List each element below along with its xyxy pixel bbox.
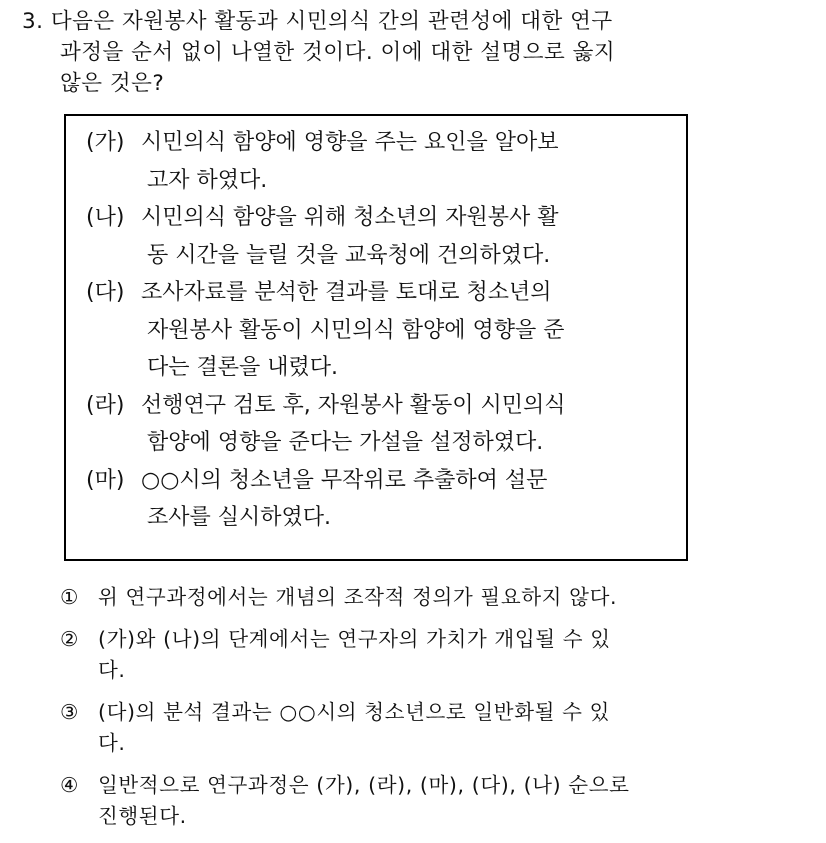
item-text-line: 자원봉사 활동이 시민의식 함양에 영향을 준 <box>147 317 565 343</box>
question-text-line: 다음은 자원봉사 활동과 시민의식 간의 관련성에 대한 연구 <box>50 9 613 34</box>
question-text-line: 않은 것은? <box>60 71 165 96</box>
question-text-line: 과정을 순서 없이 나열한 것이다. 이에 대한 설명으로 옳지 <box>60 40 616 65</box>
item-text-line: 시민의식 함양을 위해 청소년의 자원봉사 활 <box>141 205 559 230</box>
question-line-1 <box>22 6 802 37</box>
choice-text-line: 다. <box>98 731 126 755</box>
item-text-line: 시민의식 함양에 영향을 주는 요인을 알아보 <box>141 130 559 155</box>
research-process-box <box>64 114 688 561</box>
choice-4[interactable] <box>60 770 810 832</box>
box-item-ra <box>86 387 676 462</box>
choice-number: ① <box>60 585 79 609</box>
item-text-line: 다는 결론을 내렸다. <box>147 355 338 380</box>
box-content <box>86 124 676 537</box>
box-item-ga <box>86 124 676 199</box>
choice-2[interactable] <box>60 624 810 686</box>
question-number: 3. <box>22 9 44 34</box>
item-text-line: 고자 하였다. <box>147 167 268 193</box>
choice-1[interactable] <box>60 582 810 613</box>
answer-choices <box>60 582 810 843</box>
choice-text-line: (가)와 (나)의 단계에서는 연구자의 가치가 개입될 수 있 <box>98 627 611 651</box>
item-text-line: ○○시의 청소년을 무작위로 추출하여 설문 <box>141 467 548 493</box>
item-label: (나) <box>86 205 125 230</box>
choice-3[interactable] <box>60 697 810 759</box>
choice-number: ③ <box>60 700 79 724</box>
choice-number: ④ <box>60 773 79 797</box>
item-text-line: 조사를 실시하였다. <box>147 505 332 530</box>
choice-text-line: 일반적으로 연구과정은 (가), (라), (마), (다), (나) 순으로 <box>98 773 630 797</box>
item-label: (마) <box>86 467 125 493</box>
item-text-line: 조사자료를 분석한 결과를 토대로 청소년의 <box>141 280 552 305</box>
choice-number: ② <box>60 627 79 651</box>
item-label: (가) <box>86 130 125 155</box>
choice-text-line: (다)의 분석 결과는 ○○시의 청소년으로 일반화될 수 있 <box>98 700 611 724</box>
choice-text-line: 진행된다. <box>98 804 187 828</box>
box-item-da <box>86 274 676 387</box>
item-text-line: 선행연구 검토 후, 자원봉사 활동이 시민의식 <box>141 392 566 418</box>
item-text-line: 동 시간을 늘릴 것을 교육청에 건의하였다. <box>147 242 551 268</box>
choice-text-line: 위 연구과정에서는 개념의 조작적 정의가 필요하지 않다. <box>98 585 618 609</box>
box-item-na <box>86 199 676 274</box>
choice-text-line: 다. <box>98 658 126 682</box>
item-label: (라) <box>86 392 125 418</box>
question-stem <box>22 6 802 99</box>
box-item-ma <box>86 462 676 537</box>
item-label: (다) <box>86 280 125 305</box>
item-text-line: 함양에 영향을 준다는 가설을 설정하였다. <box>147 430 544 455</box>
